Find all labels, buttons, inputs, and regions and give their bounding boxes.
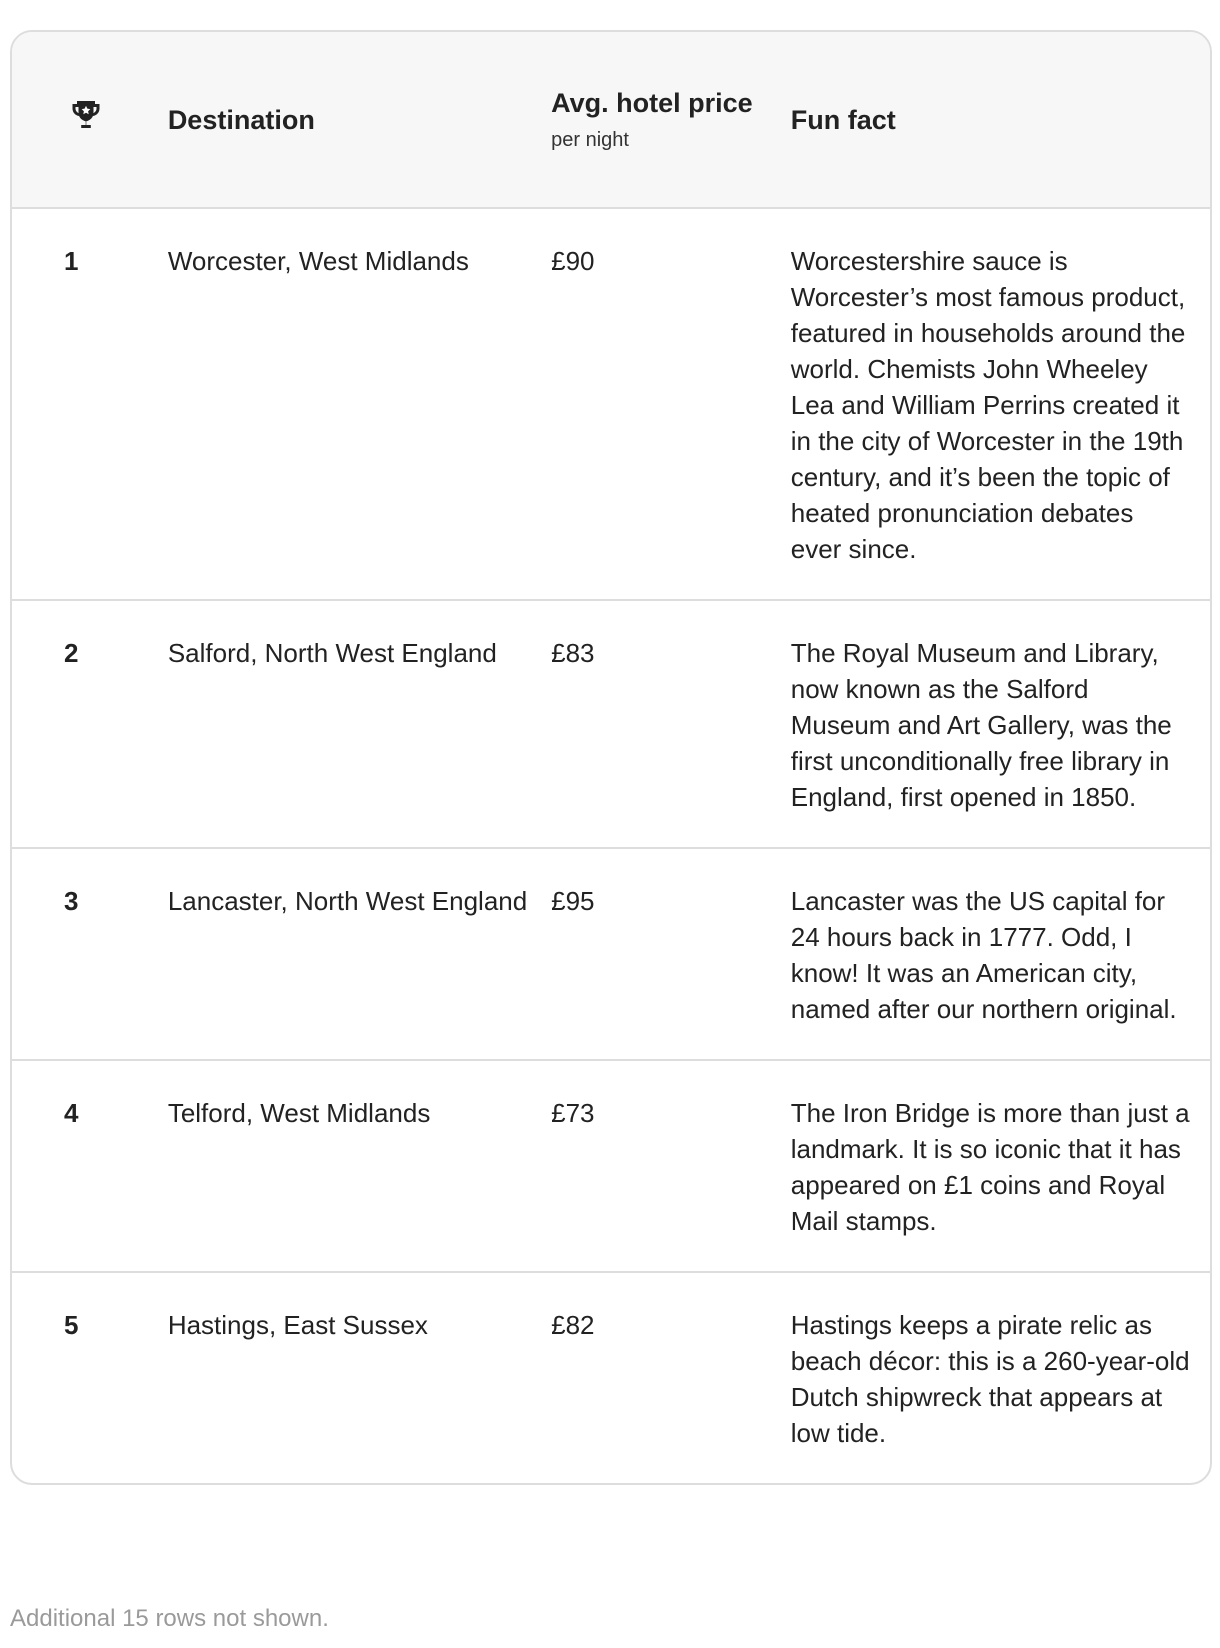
table-row <box>12 1271 1210 1483</box>
price-header <box>551 85 791 155</box>
rank-header <box>12 96 168 143</box>
table-row <box>12 207 1210 599</box>
price-cell: £95 <box>551 886 595 916</box>
destination-cell: Lancaster, North West England <box>167 886 528 916</box>
price-header-label: Avg. hotel price <box>551 87 753 118</box>
price-header-subtitle: per night <box>551 128 629 151</box>
price-cell: £73 <box>551 1098 595 1128</box>
destination-cell: Worcester, West Midlands <box>167 246 469 276</box>
rank-cell: 4 <box>64 1098 79 1128</box>
destination-cell: Telford, West Midlands <box>167 1098 431 1128</box>
fact-cell: Lancaster was the US capital for 24 hours back in 1777. Odd, I know! It was an American city, named after our northern original. <box>790 886 1177 1024</box>
rank-cell: 1 <box>64 246 79 276</box>
fact-cell: Hastings keeps a pirate relic as beach décor: this is a 260-year-old Dutch shipwreck that appears at low tide. <box>790 1310 1190 1448</box>
destinations-table <box>10 30 1212 1485</box>
rank-cell: 2 <box>64 638 79 668</box>
rows-not-shown-note: Additional 15 rows not shown. <box>10 1605 329 1632</box>
destination-cell: Salford, North West England <box>167 638 497 668</box>
table-row <box>12 599 1210 847</box>
table-row <box>12 847 1210 1059</box>
table-header-row <box>12 32 1210 207</box>
rank-cell: 3 <box>64 886 79 916</box>
fact-header: Fun fact <box>790 104 896 135</box>
fact-cell: Worcestershire sauce is Worcester’s most famous product, featured in households around the world. Chemists John Wheeley Lea and William Perrins created it in the city of Worcester in the 19th century, and it’s been the topic of heated pronunciation debates ever since. <box>790 246 1186 564</box>
fact-cell: The Iron Bridge is more than just a landmark. It is so iconic that it has appeared on £1 coins and Royal Mail stamps. <box>790 1098 1190 1236</box>
fact-cell: The Royal Museum and Library, now known as the Salford Museum and Art Gallery, was the first unconditionally free library in England, first opened in 1850. <box>790 638 1172 812</box>
price-cell: £90 <box>551 246 595 276</box>
rank-cell: 5 <box>64 1310 79 1340</box>
destination-header: Destination <box>167 104 315 135</box>
trophy-icon <box>68 98 104 134</box>
price-cell: £82 <box>551 1310 595 1340</box>
price-cell: £83 <box>551 638 595 668</box>
destination-cell: Hastings, East Sussex <box>167 1310 428 1340</box>
table-row <box>12 1059 1210 1271</box>
